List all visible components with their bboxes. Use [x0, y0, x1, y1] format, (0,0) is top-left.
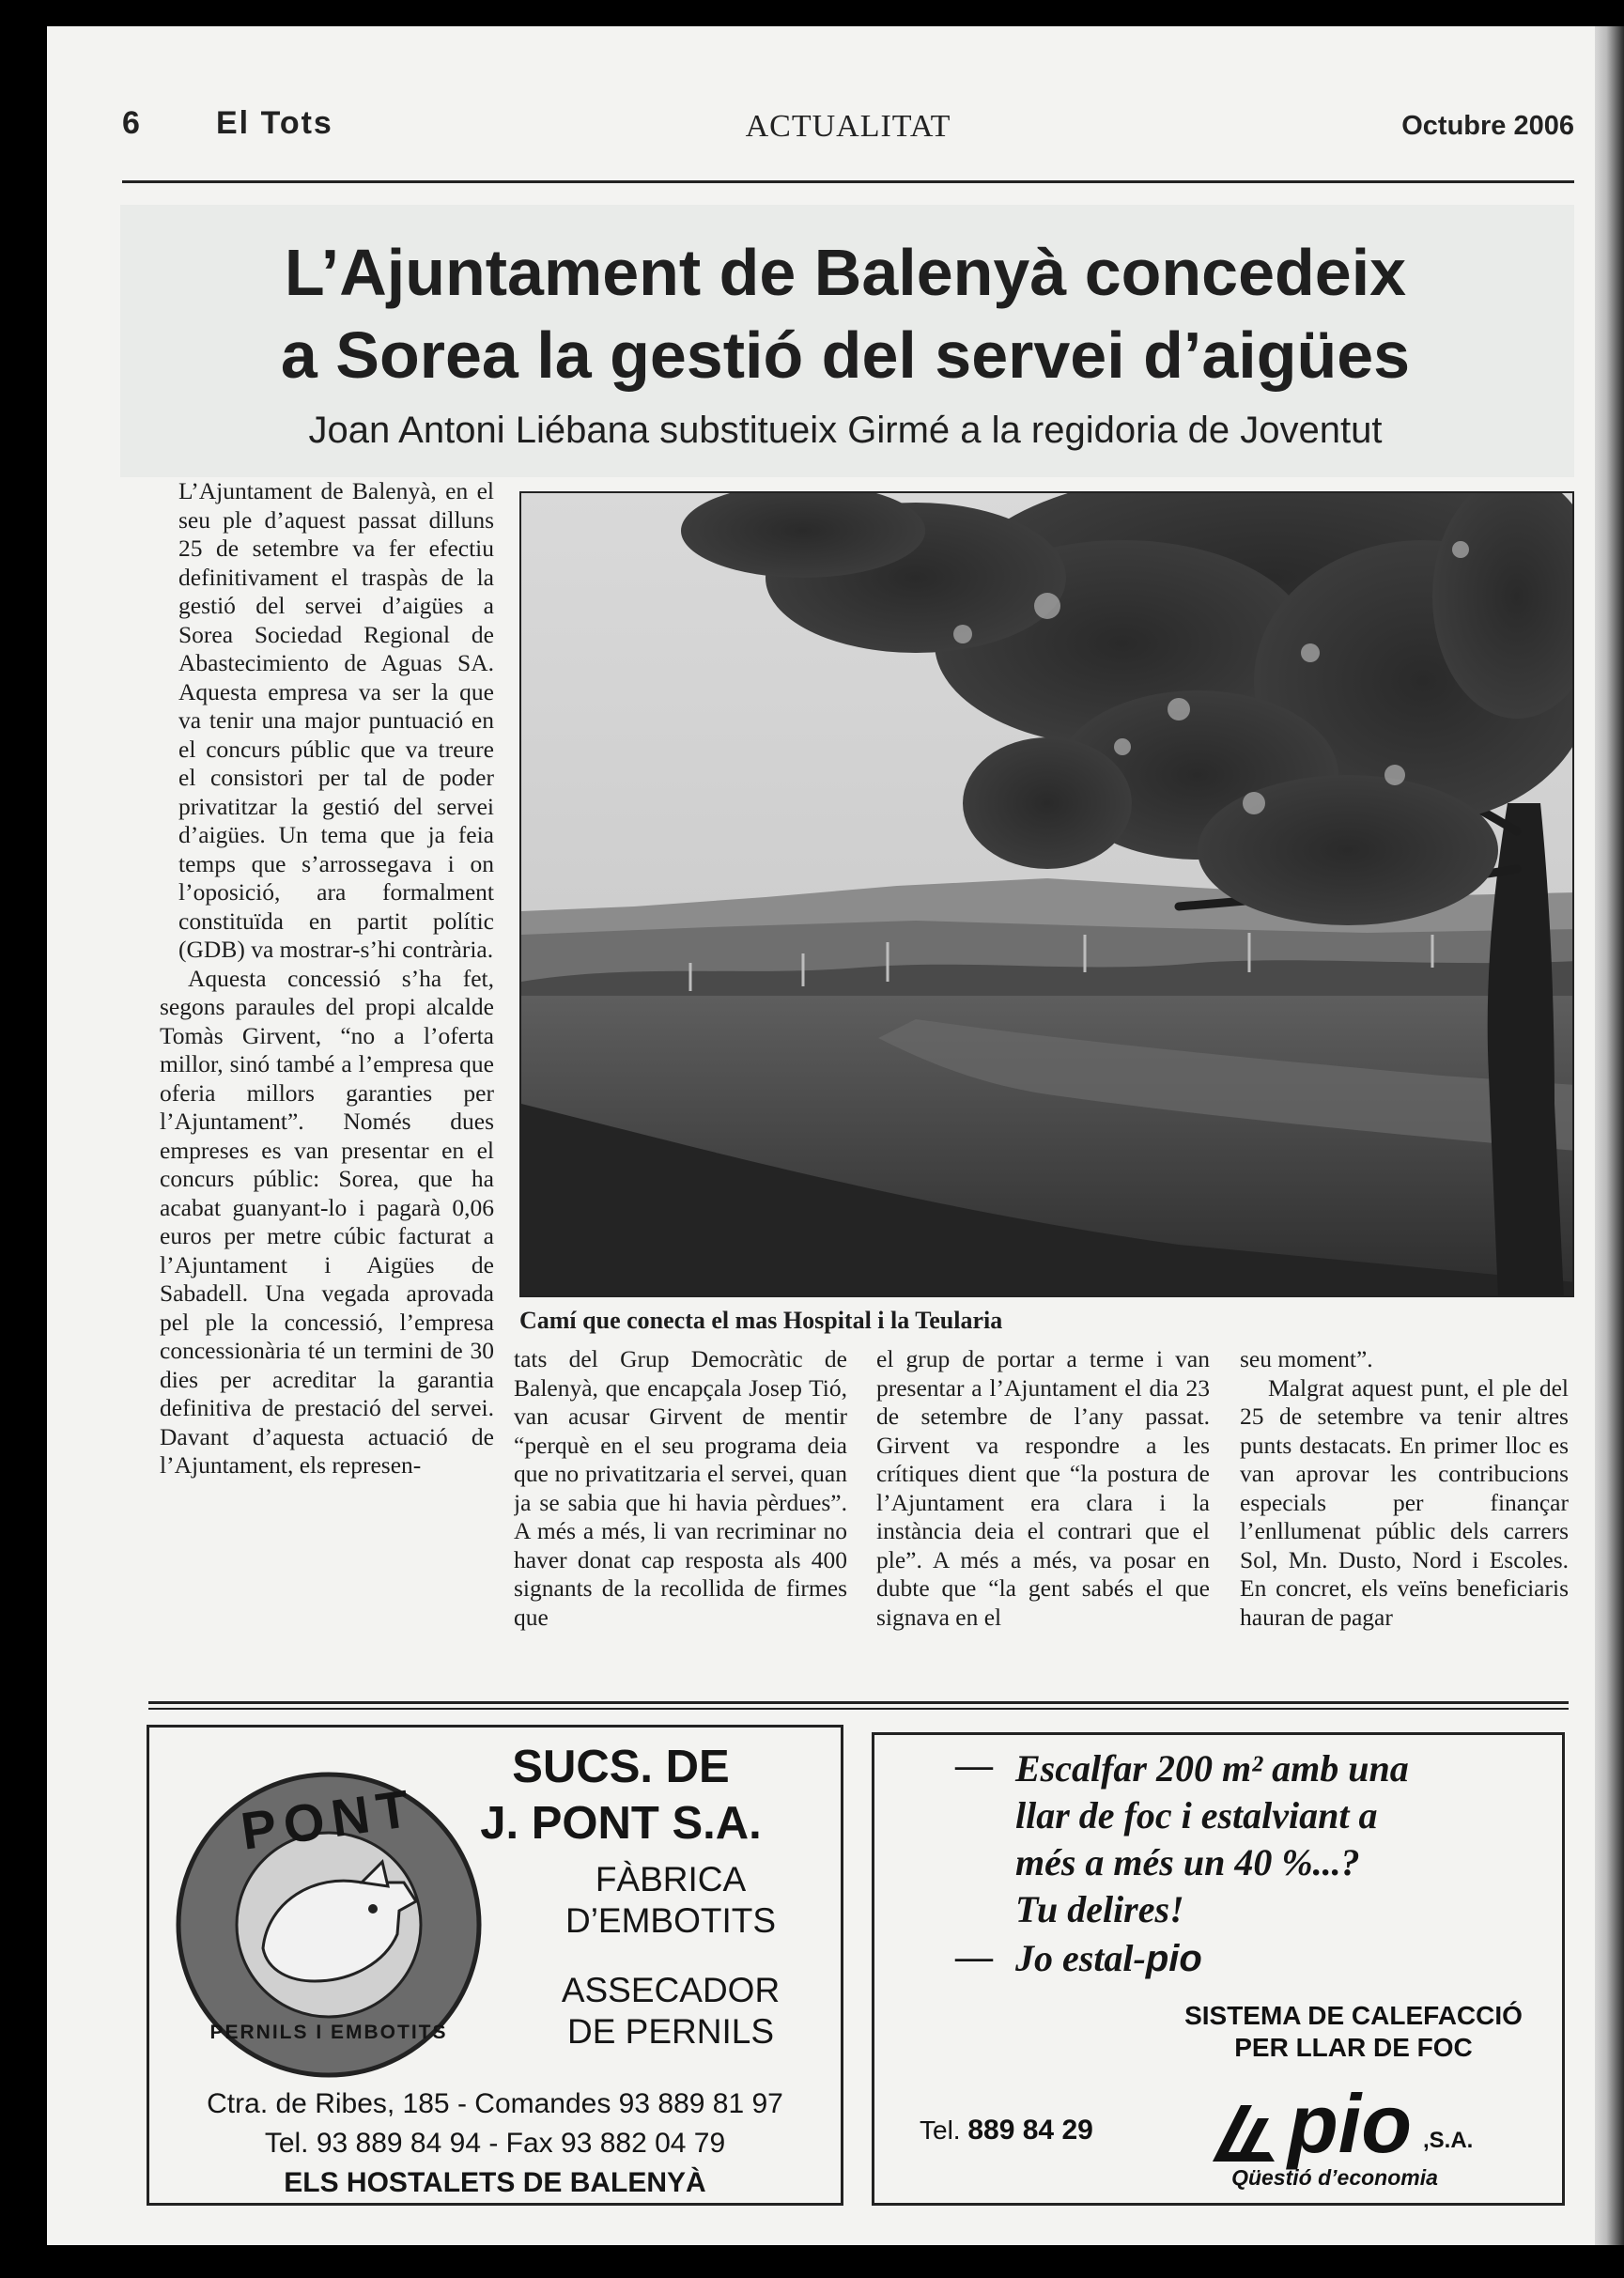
pio-slogan-line-5 [1015, 1936, 1202, 1981]
article-subheadline: Joan Antoni Liébana substitueix Girmé a la regidoria de Joventut [308, 410, 1383, 451]
ad-separator-rule [148, 1708, 1569, 1710]
ad-separator-rule [148, 1701, 1569, 1704]
pio-logo-mark-icon [1209, 2096, 1293, 2171]
pont-town: ELS HOSTALETS DE BALENYÀ [284, 2167, 706, 2198]
headline-line-2: a Sorea la gestió del servei d’aigües [280, 318, 1411, 392]
pont-business-2 [553, 1970, 788, 2053]
pont-logo-brand: PONT [237, 1777, 421, 1861]
pio-slogan-line-5-text: Jo estal- [1015, 1937, 1146, 1979]
section-title: ACTUALITAT [745, 109, 951, 144]
publication-name: El Tots [216, 105, 333, 141]
page-number: 6 [122, 105, 140, 141]
pio-system-text [1156, 2000, 1551, 2064]
pont-name-line-1: SUCS. DE [512, 1742, 730, 1792]
pio-system-line-2: PER LLAR DE FOC [1234, 2033, 1473, 2062]
header-rule [122, 180, 1574, 183]
newspaper-page [47, 26, 1595, 2245]
article-photo [519, 491, 1574, 1297]
pio-tel-number: 889 84 29 [967, 2115, 1093, 2146]
article-column-4 [1240, 1345, 1569, 1663]
paragraph: Malgrat aquest punt, el ple del 25 de setembre va tenir altres punts destacats. En primer lloc es van aprovar les contribucions especials per finançar l’enllumenat públic dels carrers Sol, Mn. Dusto, Nord i Escoles. En concret, els veïns beneficiaris hauran de pagar [1240, 1373, 1569, 1631]
paragraph: L’Ajuntament de Balenyà, en el seu ple d’aquest passat dilluns 25 de setembre va fer efectiu definitivament el traspàs de la gestió del servei d’aigües a Sorea Sociedad Regional de Abastecimiento de Aguas SA. Aquesta empresa va ser la que va tenir una major puntuació en el concurs públic que va treure el consistori per tal de poder privatitzar la gestió del servei d’aigües. Un tema que ja feia temps que s’arrossegava i on l’oposició, ara formalment constituïda en partit polític (GDB) va mostrar-s’hi contrària. [178, 477, 494, 963]
pont-name-line-2: J. PONT S.A. [480, 1798, 762, 1849]
pont-business-1 [553, 1859, 788, 1942]
dash-glyph: — [955, 1743, 993, 1786]
pont-business-1-line-1: FÀBRICA [595, 1860, 747, 1898]
pio-slogan-line-2: llar de foc i estalviant a [1015, 1794, 1378, 1836]
pont-logo-lettering [174, 1770, 484, 2080]
pio-system-line-1: SISTEMA DE CALEFACCIÓ [1184, 2001, 1523, 2030]
photo-caption: Camí que conecta el mas Hospital i la Teularia [519, 1307, 1003, 1334]
advert-pont [147, 1725, 843, 2206]
pio-tel-label: Tel. [920, 2115, 961, 2145]
pont-company-name [480, 1739, 762, 1852]
article-column-1 [160, 477, 494, 1663]
issue-date: Octubre 2006 [1401, 111, 1574, 141]
pio-tagline: Qüestió d’economia [1231, 2165, 1438, 2190]
article-headline [103, 231, 1587, 396]
paragraph: Aquesta concessió s’ha fet, segons paraules del propi alcalde Tomàs Girvent, “no a l’oferta millor, sinó també a l’empresa que oferia millors garanties per l’Ajuntament”. Només dues empreses es van presentar en el concurs públic: Sorea, que ha acabat guanyant-lo i pagarà 0,06 euros per metre cúbic facturat a l’Ajuntament i Aigües de Sabadell. Una vegada aprovada pel ple la concessió, l’empresa concessionària té un termini de 30 dies per acreditar la garantia definitiva de prestació del servei. Davant d’aquesta actuació de l’Ajuntament, els represen- [160, 964, 494, 1479]
page-header [122, 105, 1574, 186]
article-column-3: el grup de portar a terme i van presentar a l’Ajuntament el dia 23 de setembre de l’any passat. Girvent va respondre a les crítiques dient que “la postura de l’Ajuntament era clara i la instància deia el contrari que el ple”. A més a més, va posar en dubte que “la gent sabés el que signava en el [876, 1345, 1210, 1631]
landscape-photo [521, 493, 1574, 1297]
pio-slogan-line-4: Tu delires! [1015, 1888, 1184, 1930]
article-column-2: tats del Grup Democràtic de Balenyà, que encapçala Josep Tió, van acusar Girvent de mentir “perquè en el seu programa deia que no privatitzaria el servei, quan ja se sabia que hi havia pèrdues”. A més a més, li van recriminar no haver donat cap resposta als 400 signants de la recollida de firmes que [514, 1345, 847, 1631]
pio-logo-text: pio [1288, 2077, 1412, 2170]
pont-business-2-line-2: DE PERNILS [566, 2012, 774, 2051]
pont-phones: Tel. 93 889 84 94 - Fax 93 882 04 79 [264, 2128, 726, 2159]
pio-slogan-line-1: Escalfar 200 m² amb una [1015, 1747, 1409, 1790]
advert-pio [872, 1732, 1565, 2206]
paragraph: seu moment”. [1240, 1345, 1373, 1372]
pio-telephone [920, 2115, 1093, 2146]
pont-business-2-line-1: ASSECADOR [561, 1971, 781, 2009]
pio-slogan-brand: pio [1145, 1938, 1202, 1979]
pont-business-1-line-2: D’EMBOTITS [565, 1901, 777, 1940]
headline-line-1: L’Ajuntament de Balenyà concedeix [284, 236, 1407, 309]
pio-slogan-line-3: més a més un 40 %...? [1015, 1841, 1360, 1883]
pio-logo-suffix: ,S.A. [1423, 2128, 1474, 2153]
scan-edge [1595, 26, 1624, 2245]
pont-logo-ring-text: PERNILS I EMBOTITS [209, 2022, 448, 2043]
pont-address: Ctra. de Ribes, 185 - Comandes 93 889 81 97 [207, 2088, 783, 2119]
dash-glyph: — [955, 1935, 993, 1977]
